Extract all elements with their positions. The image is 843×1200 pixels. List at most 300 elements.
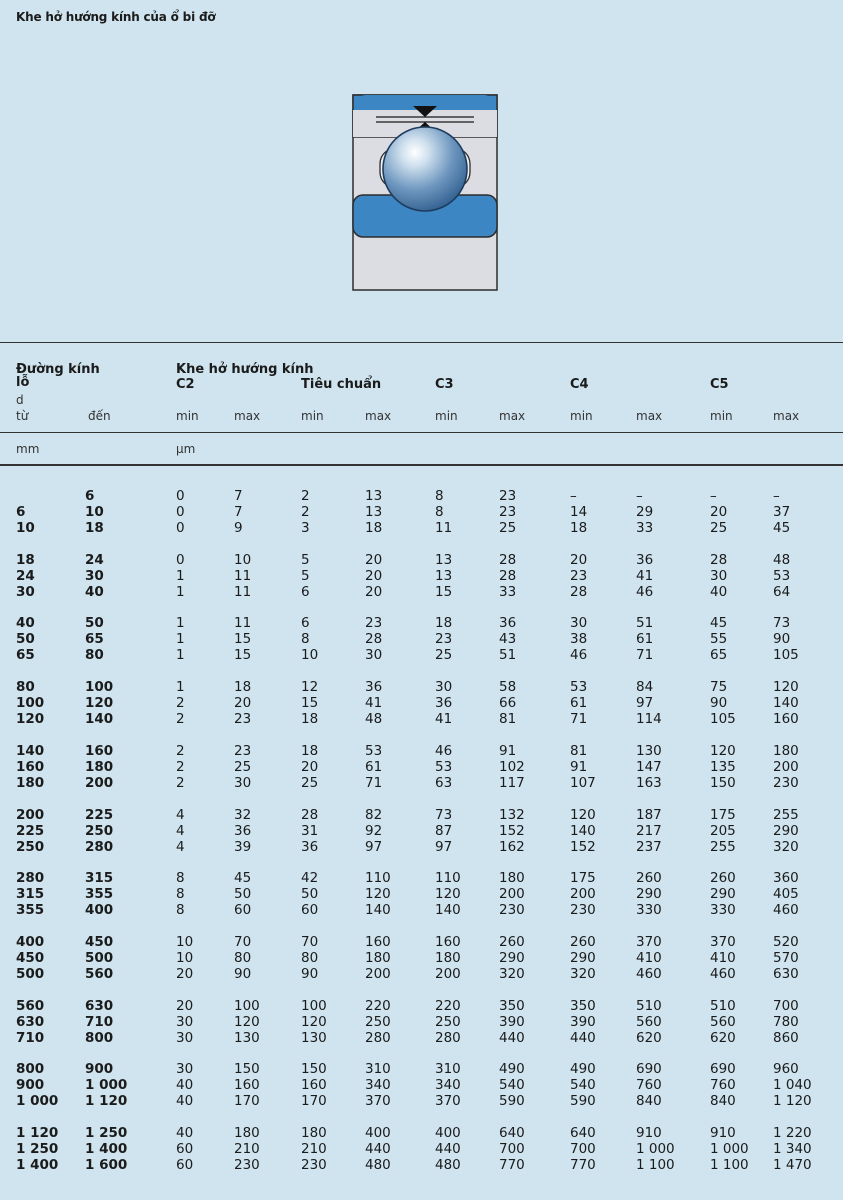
cell-c3-min: 340	[435, 1077, 461, 1093]
cell-normal-max: 13	[365, 504, 383, 520]
cell-c4-min: 71	[570, 711, 588, 727]
cell-normal-min: 31	[301, 823, 319, 839]
cell-c5-max: 405	[773, 886, 799, 902]
cell-c2-min: 4	[176, 807, 185, 823]
cell-normal-min: 60	[301, 902, 319, 918]
cell-c5-min: 135	[710, 759, 736, 775]
cell-c4-min: 770	[570, 1157, 596, 1173]
cell-c2-min: 20	[176, 998, 194, 1014]
cell-normal-max: 48	[365, 711, 383, 727]
cell-normal-max: 61	[365, 759, 383, 775]
cell-c3-min: 36	[435, 695, 453, 711]
cell-c2-max: 120	[234, 1014, 260, 1030]
cell-c5-max: 120	[773, 679, 799, 695]
c3-min-label: min	[435, 409, 458, 423]
c5-min-label: min	[710, 409, 733, 423]
cell-normal-min: 15	[301, 695, 319, 711]
cell-c4-max: 840	[636, 1093, 662, 1109]
cell-c2-max: 160	[234, 1077, 260, 1093]
cell-c3-max: 640	[499, 1125, 525, 1141]
cell-c3-max: 66	[499, 695, 517, 711]
cell-c5-min: 150	[710, 775, 736, 791]
cell-c3-min: 120	[435, 886, 461, 902]
cell-c2-min: 10	[176, 934, 194, 950]
cell-c4-max: 36	[636, 552, 654, 568]
cell-c2-max: 11	[234, 584, 252, 600]
cell-c2-max: 23	[234, 711, 252, 727]
cell-c5-min: 28	[710, 552, 728, 568]
cell-bore-to: 200	[85, 775, 114, 791]
ball	[383, 127, 467, 211]
cell-c4-max: 760	[636, 1077, 662, 1093]
cell-c4-min: 490	[570, 1061, 596, 1077]
cell-c5-max: 180	[773, 743, 799, 759]
cell-c2-max: 15	[234, 631, 252, 647]
cell-c2-min: 1	[176, 615, 185, 631]
cell-bore-to: 900	[85, 1061, 114, 1077]
cell-c3-max: 117	[499, 775, 525, 791]
cell-c3-max: 23	[499, 488, 517, 504]
cell-bore-to: 225	[85, 807, 114, 823]
cell-c3-max: 33	[499, 584, 517, 600]
cell-c3-min: 63	[435, 775, 453, 791]
cell-normal-max: 23	[365, 615, 383, 631]
cell-normal-min: 18	[301, 711, 319, 727]
cell-c5-max: 1 470	[773, 1157, 812, 1173]
cell-c4-min: 61	[570, 695, 588, 711]
cell-bore-to: 65	[85, 631, 104, 647]
cell-c3-min: 110	[435, 870, 461, 886]
cell-c3-min: 200	[435, 966, 461, 982]
cell-c2-min: 1	[176, 679, 185, 695]
cell-normal-max: 13	[365, 488, 383, 504]
cell-bore-to: 800	[85, 1030, 114, 1046]
cell-c2-min: 20	[176, 966, 194, 982]
cell-c5-max: 290	[773, 823, 799, 839]
cell-c2-max: 11	[234, 615, 252, 631]
unit-mm: mm	[16, 442, 40, 456]
cell-c5-min: 460	[710, 966, 736, 982]
cell-bore-to: 24	[85, 552, 104, 568]
cell-c5-max: 53	[773, 568, 791, 584]
c5-max-label: max	[773, 409, 800, 423]
cell-c3-min: 25	[435, 647, 453, 663]
cell-c5-min: 370	[710, 934, 736, 950]
cell-bore-from: 1 120	[16, 1125, 59, 1141]
cell-c4-max: 690	[636, 1061, 662, 1077]
cell-bore-from: 900	[16, 1077, 45, 1093]
cell-bore-from: 120	[16, 711, 45, 727]
cell-bore-from: 100	[16, 695, 45, 711]
cell-c2-min: 40	[176, 1125, 194, 1141]
cell-c2-max: 9	[234, 520, 243, 536]
cell-bore-from: 800	[16, 1061, 45, 1077]
cell-c4-max: 560	[636, 1014, 662, 1030]
cell-normal-min: 12	[301, 679, 319, 695]
cell-c2-min: 2	[176, 775, 185, 791]
cell-normal-max: 82	[365, 807, 383, 823]
group-c2: C2	[176, 377, 195, 392]
cell-bore-to: 450	[85, 934, 114, 950]
cell-c4-max: 46	[636, 584, 654, 600]
cell-c3-min: 73	[435, 807, 453, 823]
cell-normal-min: 6	[301, 584, 310, 600]
cell-c5-min: 1 000	[710, 1141, 749, 1157]
cell-c3-min: 400	[435, 1125, 461, 1141]
cell-c3-min: 250	[435, 1014, 461, 1030]
cell-c3-max: 700	[499, 1141, 525, 1157]
cell-normal-min: 230	[301, 1157, 327, 1173]
cell-c2-max: 100	[234, 998, 260, 1014]
bore-label: Đường kính	[16, 362, 100, 377]
cell-c4-max: 41	[636, 568, 654, 584]
cell-c4-min: –	[570, 488, 577, 504]
cell-c2-min: 0	[176, 552, 185, 568]
cell-normal-min: 28	[301, 807, 319, 823]
cell-bore-from: 400	[16, 934, 45, 950]
group-c5: C5	[710, 377, 729, 392]
cell-bore-to: 1 600	[85, 1157, 128, 1173]
cell-bore-from: 200	[16, 807, 45, 823]
cell-c2-max: 210	[234, 1141, 260, 1157]
cell-normal-min: 120	[301, 1014, 327, 1030]
cell-c4-min: 200	[570, 886, 596, 902]
cell-c2-max: 180	[234, 1125, 260, 1141]
cell-bore-from: 355	[16, 902, 45, 918]
cell-c4-min: 590	[570, 1093, 596, 1109]
cell-normal-max: 370	[365, 1093, 391, 1109]
cell-c4-min: 20	[570, 552, 588, 568]
cell-c2-min: 2	[176, 743, 185, 759]
cell-bore-to: 140	[85, 711, 114, 727]
cell-c2-min: 10	[176, 950, 194, 966]
cell-c3-min: 140	[435, 902, 461, 918]
cell-normal-max: 36	[365, 679, 383, 695]
cell-c5-min: 690	[710, 1061, 736, 1077]
cell-c5-min: 75	[710, 679, 728, 695]
cell-normal-min: 170	[301, 1093, 327, 1109]
cell-c3-max: 440	[499, 1030, 525, 1046]
cell-c2-max: 18	[234, 679, 252, 695]
cell-normal-min: 6	[301, 615, 310, 631]
cell-c3-min: 97	[435, 839, 453, 855]
normal-max-label: max	[365, 409, 392, 423]
cell-c4-max: 1 000	[636, 1141, 675, 1157]
cell-c4-min: 260	[570, 934, 596, 950]
cell-c4-max: 370	[636, 934, 662, 950]
cell-normal-min: 10	[301, 647, 319, 663]
cell-c4-max: 147	[636, 759, 662, 775]
cell-c2-min: 60	[176, 1141, 194, 1157]
cell-bore-to: 30	[85, 568, 104, 584]
cell-c3-max: 230	[499, 902, 525, 918]
cell-c2-min: 2	[176, 711, 185, 727]
c4-max-label: max	[636, 409, 663, 423]
cell-c2-min: 0	[176, 488, 185, 504]
cell-c5-max: 48	[773, 552, 791, 568]
header-rule	[0, 432, 843, 433]
cell-c3-max: 290	[499, 950, 525, 966]
cell-c5-max: 1 040	[773, 1077, 812, 1093]
cell-c4-min: 14	[570, 504, 588, 520]
cell-c3-max: 260	[499, 934, 525, 950]
cell-c3-min: 13	[435, 568, 453, 584]
cell-c4-min: 81	[570, 743, 588, 759]
cell-c2-min: 2	[176, 695, 185, 711]
cell-c4-max: 330	[636, 902, 662, 918]
cell-c4-max: 84	[636, 679, 654, 695]
cell-c3-min: 30	[435, 679, 453, 695]
cell-c4-min: 23	[570, 568, 588, 584]
cell-normal-min: 180	[301, 1125, 327, 1141]
cell-c4-max: 460	[636, 966, 662, 982]
cell-c5-min: 205	[710, 823, 736, 839]
cell-c5-min: 45	[710, 615, 728, 631]
cell-c2-min: 0	[176, 504, 185, 520]
cell-c5-min: 1 100	[710, 1157, 749, 1173]
cell-c4-min: 640	[570, 1125, 596, 1141]
cell-normal-max: 120	[365, 886, 391, 902]
cell-c3-max: 180	[499, 870, 525, 886]
c3-max-label: max	[499, 409, 526, 423]
cell-bore-to: 120	[85, 695, 114, 711]
cell-c3-min: 180	[435, 950, 461, 966]
bore-symbol: d	[16, 393, 24, 407]
cell-c5-max: 320	[773, 839, 799, 855]
cell-c4-min: 46	[570, 647, 588, 663]
cell-c3-min: 440	[435, 1141, 461, 1157]
cell-bore-to: 315	[85, 870, 114, 886]
cell-c4-min: 30	[570, 615, 588, 631]
unit-rule	[0, 464, 843, 466]
cell-c4-min: 230	[570, 902, 596, 918]
cell-c2-max: 7	[234, 488, 243, 504]
clearance-label: Khe hở hướng kính	[176, 362, 314, 377]
cell-normal-max: 480	[365, 1157, 391, 1173]
cell-normal-min: 36	[301, 839, 319, 855]
cell-c3-min: 15	[435, 584, 453, 600]
cell-c2-max: 32	[234, 807, 252, 823]
cell-bore-to: 250	[85, 823, 114, 839]
cell-c5-max: 960	[773, 1061, 799, 1077]
cell-c4-max: 187	[636, 807, 662, 823]
cell-c5-min: 410	[710, 950, 736, 966]
cell-c2-max: 25	[234, 759, 252, 775]
page-title: Khe hở hướng kính của ổ bi đỡ	[16, 10, 216, 24]
cell-c4-max: 163	[636, 775, 662, 791]
cell-normal-min: 5	[301, 568, 310, 584]
cell-c3-max: 770	[499, 1157, 525, 1173]
cell-c5-max: 255	[773, 807, 799, 823]
cell-bore-from: 560	[16, 998, 45, 1014]
cell-c3-max: 540	[499, 1077, 525, 1093]
cell-c3-min: 18	[435, 615, 453, 631]
cell-c2-min: 8	[176, 870, 185, 886]
cell-c4-max: 510	[636, 998, 662, 1014]
to-label: đến	[88, 409, 111, 423]
cell-c3-max: 132	[499, 807, 525, 823]
cell-c2-max: 39	[234, 839, 252, 855]
cell-normal-max: 400	[365, 1125, 391, 1141]
cell-bore-from: 10	[16, 520, 35, 536]
cell-c3-max: 590	[499, 1093, 525, 1109]
cell-normal-min: 70	[301, 934, 319, 950]
cell-bore-to: 1 250	[85, 1125, 128, 1141]
cell-c2-max: 90	[234, 966, 252, 982]
cell-c3-max: 200	[499, 886, 525, 902]
cell-bore-to: 710	[85, 1014, 114, 1030]
cell-c5-min: 840	[710, 1093, 736, 1109]
top-rule	[0, 342, 843, 343]
cell-c3-max: 81	[499, 711, 517, 727]
cell-normal-max: 20	[365, 568, 383, 584]
cell-c2-min: 30	[176, 1014, 194, 1030]
group-c3: C3	[435, 377, 454, 392]
cell-normal-max: 71	[365, 775, 383, 791]
cell-c3-min: 46	[435, 743, 453, 759]
cell-bore-from: 450	[16, 950, 45, 966]
c4-min-label: min	[570, 409, 593, 423]
cell-c5-max: –	[773, 488, 780, 504]
cell-c2-min: 1	[176, 584, 185, 600]
cell-normal-min: 5	[301, 552, 310, 568]
cell-c4-min: 120	[570, 807, 596, 823]
cell-bore-from: 30	[16, 584, 35, 600]
cell-bore-from: 140	[16, 743, 45, 759]
cell-c5-min: 25	[710, 520, 728, 536]
cell-bore-from: 65	[16, 647, 35, 663]
cell-c2-max: 15	[234, 647, 252, 663]
cell-bore-from: 1 250	[16, 1141, 59, 1157]
cell-c3-min: 480	[435, 1157, 461, 1173]
cell-c3-max: 320	[499, 966, 525, 982]
cell-c5-min: 330	[710, 902, 736, 918]
cell-c3-min: 41	[435, 711, 453, 727]
cell-normal-min: 8	[301, 631, 310, 647]
cell-c3-max: 102	[499, 759, 525, 775]
cell-c3-min: 53	[435, 759, 453, 775]
cell-c4-max: 29	[636, 504, 654, 520]
cell-normal-max: 440	[365, 1141, 391, 1157]
cell-normal-min: 3	[301, 520, 310, 536]
cell-bore-from: 1 000	[16, 1093, 59, 1109]
cell-c4-max: 97	[636, 695, 654, 711]
cell-c5-min: 260	[710, 870, 736, 886]
cell-c4-max: 217	[636, 823, 662, 839]
cell-bore-from: 24	[16, 568, 35, 584]
cell-c5-max: 1 220	[773, 1125, 812, 1141]
cell-c2-max: 7	[234, 504, 243, 520]
cell-bore-from: 40	[16, 615, 35, 631]
cell-normal-min: 210	[301, 1141, 327, 1157]
cell-bore-from: 225	[16, 823, 45, 839]
cell-bore-from: 160	[16, 759, 45, 775]
cell-c5-max: 160	[773, 711, 799, 727]
cell-c2-min: 1	[176, 631, 185, 647]
cell-c4-min: 152	[570, 839, 596, 855]
cell-c4-min: 38	[570, 631, 588, 647]
cell-c2-max: 30	[234, 775, 252, 791]
cell-c4-min: 53	[570, 679, 588, 695]
cell-bore-from: 710	[16, 1030, 45, 1046]
cell-c5-min: 620	[710, 1030, 736, 1046]
cell-c3-max: 28	[499, 568, 517, 584]
cell-bore-to: 180	[85, 759, 114, 775]
cell-c2-max: 70	[234, 934, 252, 950]
c2-max-label: max	[234, 409, 261, 423]
cell-normal-max: 250	[365, 1014, 391, 1030]
cell-c3-min: 87	[435, 823, 453, 839]
cell-normal-max: 20	[365, 584, 383, 600]
cell-normal-max: 140	[365, 902, 391, 918]
cell-normal-max: 310	[365, 1061, 391, 1077]
cell-bore-to: 400	[85, 902, 114, 918]
cell-c5-min: 55	[710, 631, 728, 647]
cell-normal-max: 340	[365, 1077, 391, 1093]
cell-c5-max: 700	[773, 998, 799, 1014]
cell-normal-min: 25	[301, 775, 319, 791]
cell-c3-max: 28	[499, 552, 517, 568]
cell-c3-max: 350	[499, 998, 525, 1014]
cell-c5-min: 175	[710, 807, 736, 823]
cell-c4-max: 237	[636, 839, 662, 855]
cell-normal-min: 42	[301, 870, 319, 886]
cell-c5-min: 910	[710, 1125, 736, 1141]
cell-c4-max: 51	[636, 615, 654, 631]
cell-c2-max: 45	[234, 870, 252, 886]
cell-bore-to: 18	[85, 520, 104, 536]
cell-c4-max: 130	[636, 743, 662, 759]
cell-bore-from: 50	[16, 631, 35, 647]
cell-normal-max: 110	[365, 870, 391, 886]
cell-bore-from: 6	[16, 504, 26, 520]
cell-c5-max: 90	[773, 631, 791, 647]
cell-c2-max: 11	[234, 568, 252, 584]
cell-c3-min: 370	[435, 1093, 461, 1109]
cell-c3-max: 390	[499, 1014, 525, 1030]
cell-c5-max: 460	[773, 902, 799, 918]
cell-c4-min: 140	[570, 823, 596, 839]
cell-c5-max: 230	[773, 775, 799, 791]
cell-normal-min: 90	[301, 966, 319, 982]
cell-c2-max: 80	[234, 950, 252, 966]
cell-normal-min: 2	[301, 504, 310, 520]
cell-c2-max: 60	[234, 902, 252, 918]
cell-bore-to: 1 400	[85, 1141, 128, 1157]
cell-c2-max: 130	[234, 1030, 260, 1046]
cell-normal-max: 280	[365, 1030, 391, 1046]
cell-bore-to: 1 120	[85, 1093, 128, 1109]
cell-c3-min: 8	[435, 488, 444, 504]
cell-c5-max: 105	[773, 647, 799, 663]
cell-c4-max: 1 100	[636, 1157, 675, 1173]
cell-c2-min: 30	[176, 1061, 194, 1077]
cell-bore-to: 100	[85, 679, 114, 695]
cell-c4-max: 61	[636, 631, 654, 647]
cell-c5-min: 20	[710, 504, 728, 520]
cell-bore-to: 10	[85, 504, 104, 520]
cell-c3-max: 58	[499, 679, 517, 695]
cell-c5-max: 1 340	[773, 1141, 812, 1157]
cell-normal-max: 220	[365, 998, 391, 1014]
cell-c4-min: 91	[570, 759, 588, 775]
cell-c3-min: 280	[435, 1030, 461, 1046]
cell-c2-min: 0	[176, 520, 185, 536]
cell-c3-max: 51	[499, 647, 517, 663]
cell-normal-max: 28	[365, 631, 383, 647]
cell-bore-to: 355	[85, 886, 114, 902]
cell-c5-max: 860	[773, 1030, 799, 1046]
